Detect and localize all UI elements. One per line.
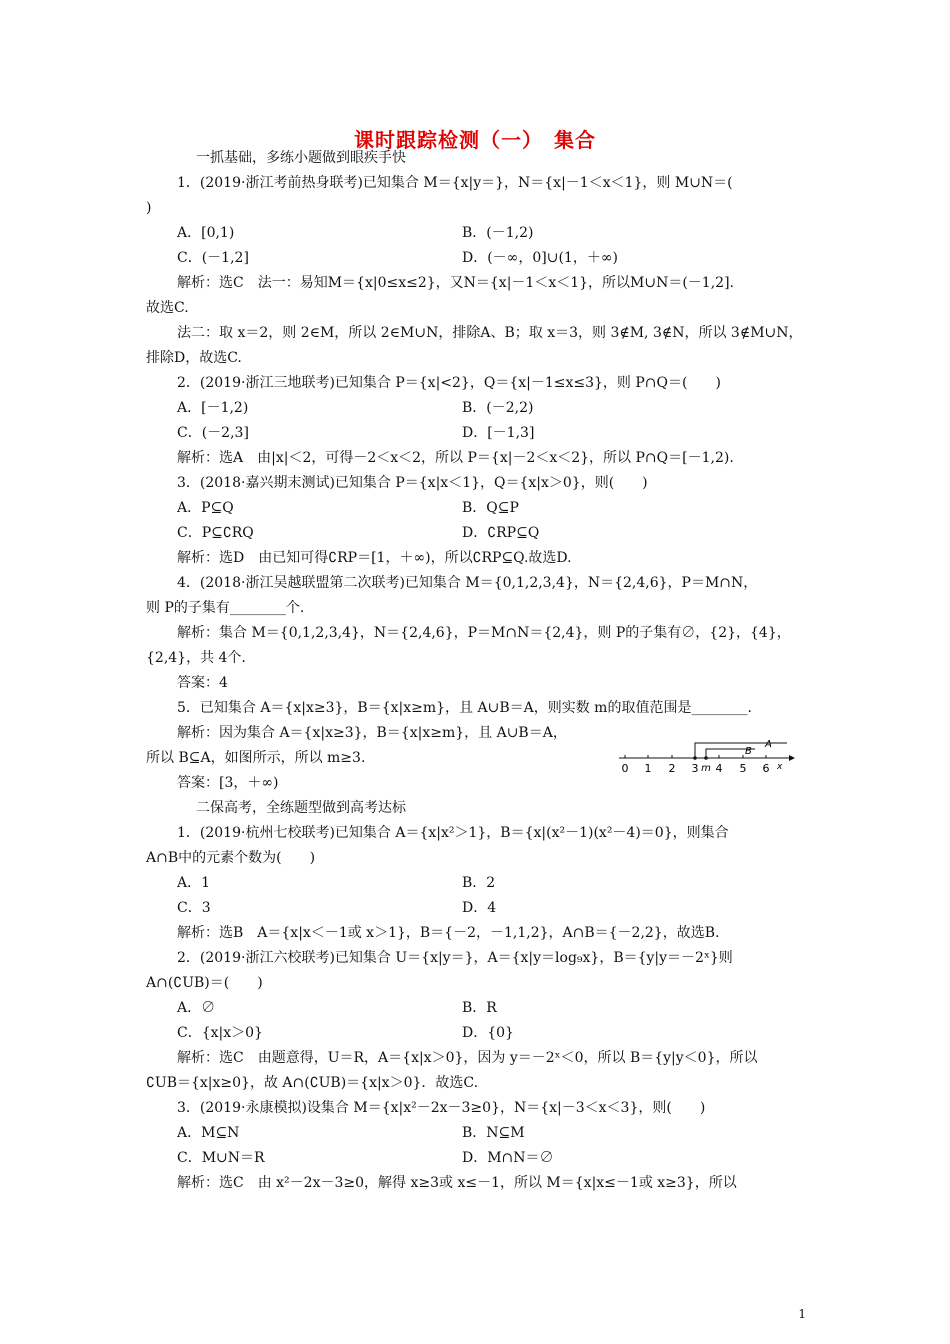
p1-q4-solution: 解析：集合 M＝{0,1,2,3,4}，N＝{2,4,6}，P＝M∩N＝{2,4}，则 P的子集有∅，{2}，{4}， <box>177 625 791 641</box>
p2-q3-solution: 解析：选C 由 x²－2x－3≥0，解得 x≥3或 x≤－1，所以 M＝{x|x≤－1或 x≥3}，所以 <box>177 1175 737 1191</box>
p2-q3-option-a: A．M⊆N <box>177 1125 240 1141</box>
p1-q1-solution: 解析：选C 法一：易知M＝{x|0≤x≤2}，又N＝{x|－1＜x＜1}，所以M∪N＝(－1,2]. <box>177 275 734 291</box>
p1-q3-option-c: C．P⊆∁RQ <box>177 525 254 541</box>
p2-q2-stem: 2．(2019·浙江六校联考)已知集合 U＝{x|y＝}，A＝{x|y＝log₉x}，B＝{y|y＝－2ˣ}则 <box>177 950 733 966</box>
tick-label-6: 6 <box>762 762 770 775</box>
p1-q1-option-a: A．[0,1) <box>177 225 235 241</box>
p2-q2-option-a: A．∅ <box>177 1000 216 1016</box>
p1-q4-solution-cont: {2,4}，共 4个. <box>146 650 246 666</box>
point-m-dot <box>704 756 708 760</box>
p1-q1-option-d: D．(－∞，0]∪(1，＋∞) <box>462 250 618 266</box>
p1-q5-solution-cont: 所以 B⊆A，如图所示，所以 m≥3. <box>146 750 366 766</box>
tick-label-3: 3 <box>691 762 699 775</box>
p2-q2-stem-cont: A∩(∁UB)＝( ) <box>146 975 263 991</box>
p1-q4-stem: 4．(2018·浙江吴越联盟第二次联考)已知集合 M＝{0,1,2,3,4}，N＝{2,4,6}，P＝M∩N， <box>177 575 758 591</box>
p1-q2-option-b: B．(－2,2) <box>462 400 534 416</box>
p2-q2-solution-cont: ∁UB＝{x|x≥0}，故 A∩(∁UB)＝{x|x＞0}．故选C. <box>146 1075 479 1091</box>
page-number: 1 <box>798 1307 806 1321</box>
p2-q1-stem-cont: A∩B中的元素个数为( ) <box>146 850 316 866</box>
p1-q1-stem-cont: ) <box>146 200 152 216</box>
p2-q2-solution: 解析：选C 由题意得，U＝R，A＝{x|x＞0}，因为 y＝－2ˣ＜0，所以 B＝{y|y＜0}，所以 <box>177 1050 758 1066</box>
number-line-figure <box>615 734 795 780</box>
p1-q3-stem: 3．(2018·嘉兴期末测试)已知集合 P＝{x|x＜1}，Q＝{x|x＞0}，则( ) <box>177 475 648 491</box>
point-3-dot <box>693 756 697 760</box>
p2-q3-option-b: B．N⊆M <box>462 1125 525 1141</box>
p2-q1-solution: 解析：选B A＝{x|x＜－1或 x＞1}，B＝{－2，－1,1,2}，A∩B＝{－2,2}，故选B. <box>177 925 720 941</box>
p2-q1-stem: 1．(2019·杭州七校联考)已知集合 A＝{x|x²＞1}，B＝{x|(x²－1)(x²－4)＝0}，则集合 <box>177 825 729 841</box>
section-heading-2: 二保高考，全练题型做到高考达标 <box>196 800 406 816</box>
page-title: 课时跟踪检测（一） 集合 <box>354 128 596 152</box>
p2-q3-option-c: C．M∪N＝R <box>177 1150 265 1166</box>
p1-q1-option-b: B．(－1,2) <box>462 225 534 241</box>
p1-q1-solution-method2: 法二：取 x＝2，则 2∈M，所以 2∈M∪N，排除A、B；取 x＝3，则 3∉M, 3∉N，所以 3∉M∪N， <box>177 325 803 341</box>
p2-q1-option-d: D．4 <box>462 900 497 916</box>
p2-q1-option-b: B．2 <box>462 875 496 891</box>
p2-q2-option-b: B．R <box>462 1000 497 1016</box>
tick-label-5: 5 <box>739 762 747 775</box>
section-heading-1: 一抓基础，多练小题做到眼疾手快 <box>196 150 406 166</box>
p1-q3-option-d: D．∁RP⊆Q <box>462 525 540 541</box>
p1-q2-stem: 2．(2019·浙江三地联考)已知集合 P＝{x|<2}，Q＝{x|－1≤x≤3}，则 P∩Q＝( ) <box>177 375 721 391</box>
p1-q3-option-b: B．Q⊆P <box>462 500 519 516</box>
tick-label-0: 0 <box>621 762 629 775</box>
p1-q1-option-c: C．(－1,2] <box>177 250 249 266</box>
p2-q3-stem: 3．(2019·永康模拟)设集合 M＝{x|x²－2x－3≥0}，N＝{x|－3＜x＜3}，则( ) <box>177 1100 706 1116</box>
p1-q2-option-d: D．[－1,3] <box>462 425 535 441</box>
p1-q1-solution-method2-cont: 排除D，故选C. <box>146 350 242 366</box>
p1-q3-solution: 解析：选D 由已知可得∁RP＝[1，＋∞)，所以∁RP⊆Q.故选D. <box>177 550 572 566</box>
p1-q5-solution: 解析：因为集合 A＝{x|x≥3}，B＝{x|x≥m}，且 A∪B＝A， <box>177 725 567 741</box>
p1-q3-option-a: A．P⊆Q <box>177 500 234 516</box>
p2-q3-option-d: D．M∩N＝∅ <box>462 1150 554 1166</box>
p1-q4-stem-cont: 则 P的子集有________个. <box>146 600 305 616</box>
p1-q5-answer: 答案：[3，＋∞) <box>177 775 279 791</box>
tick-label-1: 1 <box>644 762 652 775</box>
p1-q5-stem: 5．已知集合 A＝{x|x≥3}，B＝{x|x≥m}，且 A∪B＝A，则实数 m的取值范围是________. <box>177 700 752 716</box>
p1-q1-stem: 1．(2019·浙江考前热身联考)已知集合 M＝{x|y＝}，N＝{x|－1＜x＜1}，则 M∪N＝( <box>177 175 733 191</box>
p2-q2-option-d: D．{0} <box>462 1025 514 1041</box>
p2-q1-option-a: A．1 <box>177 875 211 891</box>
tick-label-2: 2 <box>668 762 676 775</box>
p2-q2-option-c: C．{x|x＞0} <box>177 1025 263 1041</box>
p1-q4-answer: 答案：4 <box>177 675 228 691</box>
axis-arrow-icon <box>789 755 795 761</box>
axis-label-x: x <box>777 762 783 772</box>
p1-q2-option-a: A．[－1,2) <box>177 400 249 416</box>
p1-q2-solution: 解析：选A 由|x|＜2，可得－2＜x＜2，所以 P＝{x|－2＜x＜2}，所以 P∩Q＝[－1,2). <box>177 450 734 466</box>
p1-q1-solution-cont: 故选C. <box>146 300 189 316</box>
set-a-label: A <box>765 739 772 750</box>
set-a-bracket <box>695 743 787 758</box>
set-b-label: B <box>745 746 752 757</box>
tick-label-m: m <box>701 763 711 774</box>
tick-label-4: 4 <box>715 762 723 775</box>
p2-q1-option-c: C．3 <box>177 900 211 916</box>
p1-q2-option-c: C．(－2,3] <box>177 425 249 441</box>
